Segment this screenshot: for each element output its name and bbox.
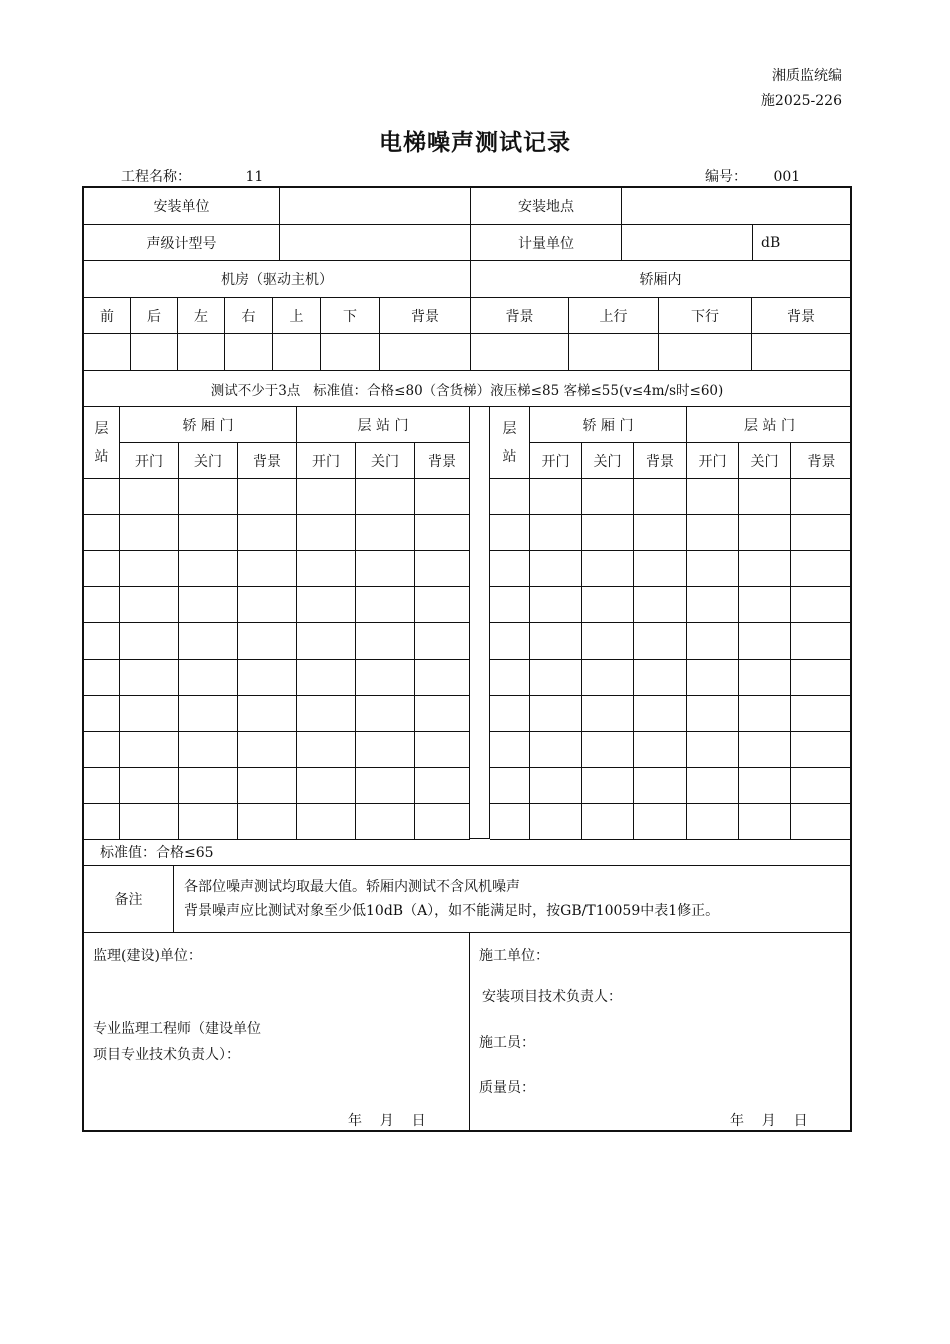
machine-col-top: 上 xyxy=(273,298,321,334)
right-car-background-header: 背景 xyxy=(634,443,687,479)
left-door-cell[interactable] xyxy=(356,515,415,551)
supervisor-unit-label: 监理(建设)单位： xyxy=(93,948,202,964)
right-door-cell[interactable] xyxy=(582,551,634,587)
machine-left-value[interactable] xyxy=(178,334,225,371)
right-door-cell[interactable] xyxy=(739,479,791,515)
record-number-value: 001 xyxy=(773,169,801,185)
left-door-cell[interactable] xyxy=(120,768,179,804)
left-door-cell[interactable] xyxy=(238,768,297,804)
left-door-cell[interactable] xyxy=(415,732,470,768)
signature-divider xyxy=(469,933,470,1130)
remarks-line2: 背景噪声应比测试对象至少低10dB（A），如不能满足时，按GB/T10059中表1修正。 xyxy=(184,903,720,919)
right-door-cell[interactable] xyxy=(582,623,634,660)
right-landing-door-header: 层 站 门 xyxy=(687,407,852,443)
right-landing-open-header: 开门 xyxy=(687,443,739,479)
door-table-separator xyxy=(470,407,490,839)
right-door-cell[interactable] xyxy=(791,623,852,660)
right-door-cell[interactable] xyxy=(687,768,739,804)
left-door-cell[interactable] xyxy=(356,587,415,623)
right-door-cell[interactable] xyxy=(791,479,852,515)
machine-right-value[interactable] xyxy=(225,334,273,371)
machine-col-bottom: 下 xyxy=(321,298,380,334)
floor-header-top: 层 xyxy=(94,420,109,437)
remarks-line1: 各部位噪声测试均取最大值。轿厢内测试不含风机噪声 xyxy=(184,879,520,895)
left-landing-background-header: 背景 xyxy=(415,443,470,479)
right-door-cell[interactable] xyxy=(490,732,530,768)
right-door-cell[interactable] xyxy=(530,732,582,768)
left-door-cell[interactable] xyxy=(297,696,356,732)
right-door-cell[interactable] xyxy=(530,587,582,623)
right-door-cell[interactable] xyxy=(739,768,791,804)
floor-header-top: 层 xyxy=(502,420,517,437)
left-door-cell[interactable] xyxy=(84,515,120,551)
right-door-cell[interactable] xyxy=(687,587,739,623)
supervisor-date: 年 月 日 xyxy=(348,1113,426,1129)
left-door-cell[interactable] xyxy=(120,587,179,623)
right-door-cell[interactable] xyxy=(634,587,687,623)
left-door-cell[interactable] xyxy=(120,551,179,587)
left-door-cell[interactable] xyxy=(84,660,120,696)
right-door-cell[interactable] xyxy=(739,551,791,587)
supervisor-engineer-line2: 项目专业技术负责人）： xyxy=(93,1047,240,1063)
right-car-door-header: 轿 厢 门 xyxy=(530,407,687,443)
left-door-cell[interactable] xyxy=(297,551,356,587)
right-door-cell[interactable] xyxy=(739,623,791,660)
right-door-cell[interactable] xyxy=(791,804,852,840)
left-door-cell[interactable] xyxy=(356,623,415,660)
install-unit-label: 安装单位 xyxy=(84,188,280,225)
right-door-cell[interactable] xyxy=(739,660,791,696)
right-door-cell[interactable] xyxy=(490,515,530,551)
machine-top-value[interactable] xyxy=(273,334,321,371)
machine-room-title: 机房（驱动主机） xyxy=(84,261,471,298)
left-door-cell[interactable] xyxy=(356,660,415,696)
left-door-cell[interactable] xyxy=(297,587,356,623)
right-door-cell[interactable] xyxy=(687,515,739,551)
left-door-cell[interactable] xyxy=(179,479,238,515)
left-door-cell[interactable] xyxy=(84,804,120,840)
left-door-cell[interactable] xyxy=(238,623,297,660)
floor-header-bottom: 站 xyxy=(502,448,517,465)
car-background-value-1[interactable] xyxy=(471,334,569,371)
right-landing-background-header: 背景 xyxy=(791,443,852,479)
right-door-cell[interactable] xyxy=(791,515,852,551)
left-car-door-header: 轿 厢 门 xyxy=(120,407,297,443)
project-name-label: 工程名称： xyxy=(121,169,191,185)
machine-background-value[interactable] xyxy=(380,334,471,371)
record-form xyxy=(82,186,852,1132)
left-door-cell[interactable] xyxy=(297,479,356,515)
left-landing-open-header: 开门 xyxy=(297,443,356,479)
left-door-cell[interactable] xyxy=(297,732,356,768)
measure-unit-blank[interactable] xyxy=(622,225,753,261)
measure-unit-label: 计量单位 xyxy=(471,225,622,261)
form-code xyxy=(761,64,842,114)
right-door-cell[interactable] xyxy=(530,768,582,804)
left-door-cell[interactable] xyxy=(356,768,415,804)
car-up-value[interactable] xyxy=(569,334,659,371)
right-door-cell[interactable] xyxy=(530,479,582,515)
right-door-cell[interactable] xyxy=(530,696,582,732)
right-door-cell[interactable] xyxy=(739,696,791,732)
right-door-cell[interactable] xyxy=(634,515,687,551)
constructor-label: 施工员： xyxy=(479,1035,535,1051)
left-door-cell[interactable] xyxy=(120,804,179,840)
criteria-door: 标准值：合格≤65 xyxy=(84,839,850,866)
right-door-cell[interactable] xyxy=(739,587,791,623)
left-door-cell[interactable] xyxy=(120,479,179,515)
right-door-cell[interactable] xyxy=(530,515,582,551)
right-door-cell[interactable] xyxy=(634,551,687,587)
install-unit-value[interactable] xyxy=(280,188,471,225)
right-door-cell[interactable] xyxy=(490,479,530,515)
left-door-cell[interactable] xyxy=(179,587,238,623)
car-col-up: 上行 xyxy=(569,298,659,334)
left-door-cell[interactable] xyxy=(238,479,297,515)
right-car-open-header: 开门 xyxy=(530,443,582,479)
meter-model-label: 声级计型号 xyxy=(84,225,280,261)
left-door-cell[interactable] xyxy=(415,804,470,840)
car-col-background-2: 背景 xyxy=(752,298,850,334)
left-door-cell[interactable] xyxy=(120,623,179,660)
machine-front-value[interactable] xyxy=(84,334,131,371)
record-number-label: 编号： xyxy=(705,169,747,185)
left-landing-door-header: 层 站 门 xyxy=(297,407,470,443)
construction-unit-label: 施工单位： xyxy=(479,948,549,964)
right-door-cell[interactable] xyxy=(490,804,530,840)
right-car-close-header: 关门 xyxy=(582,443,634,479)
car-background-value-2[interactable] xyxy=(752,334,850,371)
machine-col-left: 左 xyxy=(178,298,225,334)
car-col-down: 下行 xyxy=(659,298,752,334)
right-door-cell[interactable] xyxy=(634,479,687,515)
left-door-cell[interactable] xyxy=(415,768,470,804)
left-car-background-header: 背景 xyxy=(238,443,297,479)
machine-col-right: 右 xyxy=(225,298,273,334)
left-door-cell[interactable] xyxy=(415,587,470,623)
right-door-cell[interactable] xyxy=(530,551,582,587)
left-door-cell[interactable] xyxy=(179,768,238,804)
right-door-cell[interactable] xyxy=(582,804,634,840)
left-door-cell[interactable] xyxy=(120,660,179,696)
right-door-cell[interactable] xyxy=(490,587,530,623)
left-door-cell[interactable] xyxy=(297,515,356,551)
tech-lead-label: 安装项目技术负责人： xyxy=(482,989,622,1005)
right-door-cell[interactable] xyxy=(739,804,791,840)
left-door-cell[interactable] xyxy=(179,660,238,696)
construction-date: 年 月 日 xyxy=(730,1113,808,1129)
right-door-cell[interactable] xyxy=(791,551,852,587)
left-door-cell[interactable] xyxy=(238,660,297,696)
machine-col-back: 后 xyxy=(131,298,178,334)
right-door-cell[interactable] xyxy=(530,804,582,840)
left-door-cell[interactable] xyxy=(179,804,238,840)
record-number xyxy=(705,166,800,186)
install-site-value[interactable] xyxy=(622,188,850,225)
left-door-cell[interactable] xyxy=(179,551,238,587)
form-code-line2: 施2025-226 xyxy=(760,93,842,109)
right-door-cell[interactable] xyxy=(791,696,852,732)
left-door-cell[interactable] xyxy=(356,551,415,587)
left-door-cell[interactable] xyxy=(297,768,356,804)
right-door-cell[interactable] xyxy=(490,623,530,660)
quality-officer-label: 质量员： xyxy=(479,1080,535,1096)
left-door-cell[interactable] xyxy=(238,587,297,623)
car-inside-title: 轿厢内 xyxy=(471,261,850,298)
measure-unit-value: dB xyxy=(753,225,850,261)
form-code-line1: 湘质监统编 xyxy=(772,68,842,84)
left-door-cell[interactable] xyxy=(238,732,297,768)
left-door-cell[interactable] xyxy=(415,479,470,515)
left-door-cell[interactable] xyxy=(84,732,120,768)
left-door-cell[interactable] xyxy=(238,551,297,587)
right-door-cell[interactable] xyxy=(634,768,687,804)
left-car-close-header: 关门 xyxy=(179,443,238,479)
left-door-cell[interactable] xyxy=(356,479,415,515)
left-door-cell[interactable] xyxy=(179,623,238,660)
right-door-cell[interactable] xyxy=(530,660,582,696)
left-door-cell[interactable] xyxy=(356,732,415,768)
right-door-cell[interactable] xyxy=(739,732,791,768)
machine-col-front: 前 xyxy=(84,298,131,334)
left-door-cell[interactable] xyxy=(415,696,470,732)
right-landing-close-header: 关门 xyxy=(739,443,791,479)
right-door-cell[interactable] xyxy=(687,732,739,768)
remarks-label: 备注 xyxy=(84,866,174,933)
criteria-machine-car: 测试不少于3点 标准值：合格≤80（含货梯）液压梯≤85 客梯≤55(v≤4m/s时≤60) xyxy=(84,371,850,407)
left-door-cell[interactable] xyxy=(297,623,356,660)
right-door-cell[interactable] xyxy=(490,696,530,732)
left-door-cell[interactable] xyxy=(120,515,179,551)
left-door-cell[interactable] xyxy=(297,660,356,696)
floor-header-bottom: 站 xyxy=(94,448,109,465)
car-col-background-1: 背景 xyxy=(471,298,569,334)
right-door-cell[interactable] xyxy=(687,623,739,660)
remarks-content xyxy=(174,866,850,933)
left-landing-close-header: 关门 xyxy=(356,443,415,479)
machine-bottom-value[interactable] xyxy=(321,334,380,371)
page-title: 电梯噪声测试记录 xyxy=(379,130,571,156)
left-door-cell[interactable] xyxy=(84,551,120,587)
right-door-cell[interactable] xyxy=(634,623,687,660)
supervisor-engineer-line1: 专业监理工程师（建设单位 xyxy=(93,1021,261,1037)
left-car-open-header: 开门 xyxy=(120,443,179,479)
right-door-cell[interactable] xyxy=(634,696,687,732)
left-door-cell[interactable] xyxy=(297,804,356,840)
right-door-cell[interactable] xyxy=(582,587,634,623)
right-door-cell[interactable] xyxy=(687,551,739,587)
right-door-cell[interactable] xyxy=(490,551,530,587)
right-door-cell[interactable] xyxy=(791,660,852,696)
right-floor-header xyxy=(490,407,530,479)
left-door-cell[interactable] xyxy=(415,623,470,660)
right-door-cell[interactable] xyxy=(687,479,739,515)
right-door-cell[interactable] xyxy=(490,660,530,696)
meter-model-value[interactable] xyxy=(280,225,471,261)
left-door-cell[interactable] xyxy=(415,515,470,551)
left-door-cell[interactable] xyxy=(415,551,470,587)
right-door-cell[interactable] xyxy=(634,732,687,768)
left-door-cell[interactable] xyxy=(179,515,238,551)
left-door-cell[interactable] xyxy=(238,515,297,551)
right-door-cell[interactable] xyxy=(791,768,852,804)
right-door-cell[interactable] xyxy=(582,515,634,551)
right-door-cell[interactable] xyxy=(791,587,852,623)
right-door-cell[interactable] xyxy=(687,696,739,732)
left-door-cell[interactable] xyxy=(238,804,297,840)
right-door-cell[interactable] xyxy=(490,768,530,804)
project-name xyxy=(121,166,263,186)
left-door-cell[interactable] xyxy=(415,660,470,696)
right-door-cell[interactable] xyxy=(739,515,791,551)
car-down-value[interactable] xyxy=(659,334,752,371)
right-door-cell[interactable] xyxy=(582,696,634,732)
left-door-cell[interactable] xyxy=(120,732,179,768)
right-door-cell[interactable] xyxy=(530,623,582,660)
right-door-cell[interactable] xyxy=(582,479,634,515)
right-door-cell[interactable] xyxy=(634,660,687,696)
left-door-cell[interactable] xyxy=(356,696,415,732)
left-door-cell[interactable] xyxy=(238,696,297,732)
left-door-cell[interactable] xyxy=(84,587,120,623)
right-door-cell[interactable] xyxy=(687,804,739,840)
install-site-label: 安装地点 xyxy=(471,188,622,225)
left-door-cell[interactable] xyxy=(84,768,120,804)
right-door-cell[interactable] xyxy=(582,732,634,768)
right-door-cell[interactable] xyxy=(687,660,739,696)
right-door-cell[interactable] xyxy=(791,732,852,768)
right-door-cell[interactable] xyxy=(582,768,634,804)
left-floor-header xyxy=(84,407,120,479)
left-door-cell[interactable] xyxy=(84,696,120,732)
left-door-cell[interactable] xyxy=(84,623,120,660)
left-door-cell[interactable] xyxy=(356,804,415,840)
left-door-cell[interactable] xyxy=(179,696,238,732)
left-door-cell[interactable] xyxy=(84,479,120,515)
machine-back-value[interactable] xyxy=(131,334,178,371)
left-door-cell[interactable] xyxy=(179,732,238,768)
left-door-cell[interactable] xyxy=(120,696,179,732)
project-name-value: 11 xyxy=(245,169,264,185)
right-door-cell[interactable] xyxy=(634,804,687,840)
machine-col-background: 背景 xyxy=(380,298,471,334)
right-door-cell[interactable] xyxy=(582,660,634,696)
